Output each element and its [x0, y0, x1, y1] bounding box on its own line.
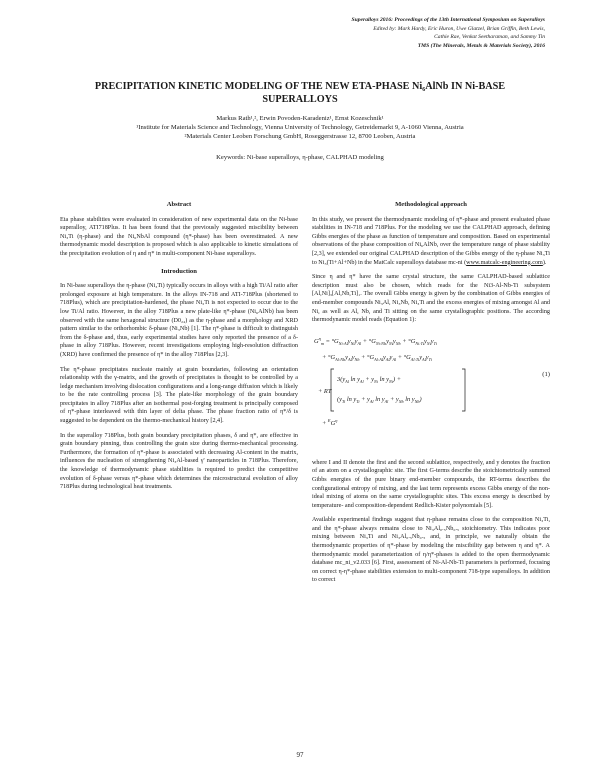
- intro-paragraph-1: In Ni-base superalloys the η-phase (Ni₃Ti) typically occurs in alloys with a high Ti/Al ratio after prolonged exposure at high temperature. In the alloys IN-718 and ATI-718Plus (shortened to 718Plus), which are precipitation-hardened, the phase Ni₃Ti is not expected to occur due to the low Ti/Al ratio. However, in the alloy 718Plus a new plate-like η*-phase (Ni₆AlNb) has been observed with the same hexagonal structure (D0₂₄) as the η-phase and a morphology and XRD pattern similar to the orthorhombic δ-phase (Ni₃Nb) [1]. The η*-phase is difficult to distinguish from the δ-phase and, thus, early experimental studies have only reported the presence of a δ-phase in alloy 718Plus. However, recent investigations employing high-resolution diffraction (XRD) have confirmed the presence of η* in the alloy 718Plus [2,3].: [60, 283, 298, 358]
- method-paragraph-3: where I and II denote the first and the second sublattice, respectively, and y denotes the fraction of an atom on a crystallographic site. The first G-terms describe the stoichiometrically summed Gibbs energies of the pure binary end-member compounds, the RT-terms describes the configurational entropy of mixing, and the last term represents excess Gibbs energy of the non-ideal mixing of atoms on the same crystallographic sites. This excess energy is described by temperature- and composition-dependent Redlich-Kister polynomials [5].: [312, 459, 550, 509]
- gibbs-energy-equation-graphic: [312, 331, 532, 453]
- left-column: [60, 201, 298, 498]
- equation-number: (1): [542, 370, 550, 378]
- author-names: Markus Rath¹,², Erwin Povoden-Karadeniz¹, Ernst Kozeschnik¹: [216, 115, 384, 122]
- affiliation-2: ²Materials Center Leoben Forschung GmbH, Roseggerstrasse 12, 8700 Leoben, Austria: [184, 133, 416, 140]
- method-paragraph-1-text: In this study, we present the thermodynamic modeling of η*-phase and present evaluated phase stabilities in IN-718 and 718Plus. For the modeling we use the CALPHAD approach, defining Gibbs energies of the phase as function of temperature and composition. Based on experimental observations of the phase composition of Ni₆AlNb, over the temperature range of phase stability [2,3], we extended our original CALPHAD description of the Gibbs energy of the η-phase Ni₃Ti to Ni₃(Ti+Al+Nb) in the MatCalc superalloys database mc-ni (: [312, 216, 550, 266]
- method-paragraph-1: [312, 216, 550, 268]
- abstract-heading: Abstract: [166, 201, 192, 208]
- author-block: [40, 114, 560, 141]
- method-paragraph-2: Since η and η* have the same crystal structure, the same CALPHAD-based sublattice description must also be chosen, which reads for the Ni3-Al-Nb-Ti subsystem [Al,Ni]₃[Al,Nb,Ti]₁. The overall Gibbs energy is given by the combination of Gibbs energies of end-member compounds Ni₃Al, Ni₃Nb, Ni₃Ti and the excess energies of mixing amongst Al and Ni, as well as Al, Nb, and Ti sitting on the same crystallographic positions. The according thermodynamic model reads (Equation 1):: [312, 274, 550, 324]
- equation-1: [312, 331, 550, 453]
- title-line-2: SUPERALLOYS: [262, 94, 338, 105]
- paper-title: [40, 80, 560, 106]
- intro-paragraph-2: The η*-phase precipitates nucleate mainly at grain boundaries, following an orientation relationship with the γ-matrix, and the growth of precipitates is thought to be controlled by a ledge mechanism involving dislocation configurations and a long-range diffusion which is likely to be the rate controlling process [3]. The plate-like morphology of the grain boundary precipitates in alloy 718Plus after an isothermal post-forging treatment is principally composed of η*-phase interleaved with thin layer of delta phase. The phase fraction ratio of η*/δ is suggested to be dependent on the thermo-mechanical history [2,4].: [60, 366, 298, 425]
- method-paragraph-1-end: ).: [542, 259, 547, 266]
- proceedings-header: [205, 16, 545, 50]
- page-number: 97: [296, 751, 304, 759]
- svg-text:Gηm = °GNi:AlyNiyAl + °GNi:Nby: $G^\eta_m = ^\circ G_{Ni:Al}y_{Ni}y_{Al} + ^\circ G_{Ni:Nb}y_{Ni}y_{Nb} + ^\circ G_{Ni:Ti}y_{Ni}y_{Ti}$: [314, 335, 437, 346]
- header-line-2: Edited by: Mark Hardy, Eric Huron, Uwe Glatzel, Brian Griffin, Beth Lewis,: [373, 25, 545, 32]
- svg-text:(yTi ln yTi + yAl ln yAl + yNb: ($y_{Ti}$ $\ln y_{Ti} + y_{Al}$ $\ln y_{Al} + y_{Nb}$ $\ln y_{Nb}$): [337, 395, 422, 404]
- header-line-4: TMS (The Minerals, Metals & Materials Society), 2016: [417, 42, 545, 49]
- intro-paragraph-3: In the superalloy 718Plus, both grain boundary precipitation phases, δ and η*, are effective in grain boundary pinning, thus controlling the grain size during thermo-mechanical processing. Furthermore, the formation of η*-phase is associated with decreasing Al-content in the matrix, influences the nucleation of strengthening Ni₃Al-based γ' nanoparticles in 718Plus. Therefore, the knowledge of thermodynamic phase stabilities is required to predict the competitive evolution of δ-phase versus η*-phase which determines the microstructural evolution of alloy 718Plus during technological heat treatments.: [60, 432, 298, 491]
- introduction-heading: Introduction: [161, 267, 197, 275]
- right-column: [312, 201, 550, 591]
- affiliation-1: ¹Institute for Materials Science and Technology, Vienna University of Technology, Getreidemarkt 9, A-1060 Vienna, Austria: [136, 124, 464, 131]
- title-line-1: PRECIPITATION KINETIC MODELING OF THE NEW ETA-PHASE Ni₆AlNb IN Ni-BASE: [94, 81, 506, 92]
- svg-text:+ RT: + RT: [318, 387, 332, 395]
- svg-text:+ °GAl:NbyAlyNb + °GAl:AlyAlyA: + $^\circ G_{Al:Nb}y_{Al}y_{Nb} + ^\circ G_{Al:Al}y_{Al}y_{Al} + ^\circ G_{Al:Ti}y_{Al}y_{Ti}$: [322, 353, 432, 362]
- abstract-text: Eta phase stabilities were evaluated in consideration of new experimental data on the Ni-base superalloy, ATI718Plus. It has been found that the previously suggested miscibility between Ni₃Ti (η-phase) and the Ni₆NbAl compound (η*-phase) has been overestimated. A new thermodynamic model description is proposed which is also applicable to kinetic simulations of the precipitation evolution of η and η* in multi-component Ni-base superalloys.: [60, 216, 298, 257]
- method-paragraph-4: Available experimental findings suggest that η-phase remains close to the composition Ni₃Ti, and the η*-phase always remains close to Ni₃Al₀.₅Nb₀.₅ stoichiometry. This indicates poor mixing between Ni₃Ti and Ni₃Al₀.₅Nb₀.₅ and, in principle, we naturally obtain the thermodynamic properties of η*-phase by modeling the miscibility gap between η and η*. A thermodynamic model parameterization of η/η*-phases is added to the open thermodynamic database mc_ni_v2.033 [6]. First, assessment of Ni-Al-Nb-Ti parameters is performed, focusing on correct η-η*-phase stabilities extension to multi-component 718-type superalloys. In addition to correct: [312, 517, 550, 584]
- svg-text:3(yAl ln yAl + yNi ln yNi) +: $3(y_{Al}$ $\ln y_{Al} + y_{Ni}$ $\ln y_{Ni}$) +: [337, 375, 402, 384]
- header-line-1: Superalloys 2016: Proceedings of the 13th International Symposium on Superalloys: [351, 17, 545, 23]
- header-line-3: Cathie Rae, Venkat Seetharaman, and Sammy Tin: [434, 34, 545, 41]
- matcalc-link[interactable]: www.matcalc-engineering.com: [466, 259, 543, 266]
- keywords: Keywords: Ni-base superalloys, η-phase, CALPHAD modeling: [216, 154, 384, 161]
- svg-text:+ EGη: + $^EG^\eta$: [322, 417, 338, 427]
- methodology-heading: Methodological approach: [395, 201, 467, 208]
